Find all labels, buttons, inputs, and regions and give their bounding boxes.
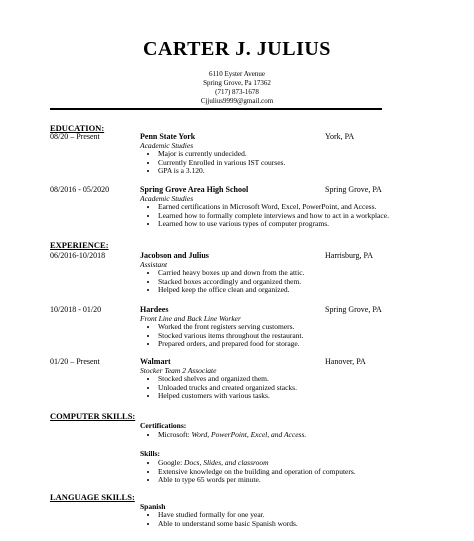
list-item: • Unloaded trucks and created organized stacks. — [158, 384, 297, 393]
language-list — [148, 511, 298, 528]
exp-2-location: Spring Grove, PA — [325, 305, 382, 314]
edu-2-location: Spring Grove, PA — [325, 185, 382, 194]
edu-2-date: 08/2016 - 05/2020 — [50, 185, 110, 194]
list-item: • Helped keep the office clean and organized. — [158, 286, 304, 295]
computer-skills-heading: COMPUTER SKILLS: — [50, 411, 136, 421]
email-line: Cjjulius9999@gmail.com — [200, 97, 274, 105]
list-item: • Stocked various items throughout the restaurant. — [158, 332, 303, 341]
education-heading: EDUCATION: — [50, 123, 105, 133]
phone-line: (717) 873-1678 — [215, 88, 259, 96]
list-item: • Stocked shelves and organized them. — [158, 375, 297, 384]
edu-1-bullets — [148, 150, 285, 176]
exp-2-subtitle: Front Line and Back Line Worker — [140, 314, 241, 323]
list-item: • Have studied formally for one year. — [158, 511, 298, 520]
exp-2-org: Hardees — [140, 305, 169, 314]
exp-1-location: Harrisburg, PA — [325, 251, 374, 260]
list-item: • Carried heavy boxes up and down from the attic. — [158, 269, 304, 278]
list-item: • Learned how to use various types of computer programs. — [158, 220, 389, 229]
google-items: Docs, Slides, and classroom — [184, 458, 269, 467]
cert-prefix: Microsoft: — [158, 430, 192, 439]
exp-1-subtitle: Assistant — [140, 260, 168, 269]
exp-1-bullets — [148, 269, 304, 295]
exp-1-org: Jacobson and Julius — [140, 251, 209, 260]
list-item: • Learned how to formally complete interviews and how to act in a workplace. — [158, 212, 389, 221]
address-line: 6110 Eyster Avenue — [209, 70, 265, 78]
list-item: • Major is currently undecided. — [158, 150, 285, 159]
exp-2-date: 10/2018 - 01/20 — [50, 305, 102, 314]
edu-2-org: Spring Grove Area High School — [140, 185, 249, 194]
header-divider — [50, 108, 382, 110]
city-line: Spring Grove, Pa 17362 — [203, 79, 271, 87]
list-item: • Able to understand some basic Spanish words. — [158, 520, 298, 529]
list-item: • Worked the front registers serving customers. — [158, 323, 303, 332]
edu-2-subtitle: Academic Studies — [140, 194, 194, 203]
edu-1-date: 08/20 – Present — [50, 132, 100, 141]
skills-label: Skills: — [140, 449, 161, 458]
list-item: • Earned certifications in Microsoft Word, Excel, PowerPoint, and Access. — [158, 203, 389, 212]
certifications-label: Certifications: — [140, 421, 187, 430]
resume-name: CARTER J. JULIUS — [143, 38, 331, 60]
edu-2-bullets — [148, 203, 389, 229]
edu-1-subtitle: Academic Studies — [140, 141, 194, 150]
exp-3-subtitle: Stocker Team 2 Associate — [140, 366, 217, 375]
list-item: • Helped customers with various tasks. — [158, 392, 297, 401]
exp-2-bullets — [148, 323, 303, 349]
language-skills-heading: LANGUAGE SKILLS: — [50, 492, 135, 502]
language-label: Spanish — [140, 502, 166, 511]
list-item: • Currently Enrolled in various IST courses. — [158, 159, 285, 168]
exp-3-org: Walmart — [140, 357, 171, 366]
exp-3-date: 01/20 – Present — [50, 357, 100, 366]
google-prefix: Google: — [158, 458, 185, 467]
exp-3-bullets — [148, 375, 297, 401]
cert-items: Word, PowerPoint, Excel, and Access. — [191, 430, 307, 439]
certifications-list — [148, 431, 306, 440]
list-item: • Extensive knowledge on the building and operation of computers. — [158, 468, 356, 477]
skills-list — [148, 459, 356, 485]
edu-1-location: York, PA — [325, 132, 355, 141]
list-item: • Prepared orders, and prepared food for storage. — [158, 340, 303, 349]
list-item: • GPA is a 3.120. — [158, 167, 285, 176]
exp-1-date: 06/2016-10/2018 — [50, 251, 106, 260]
experience-heading: EXPERIENCE: — [50, 240, 109, 250]
list-item: • Stacked boxes accordingly and organized them. — [158, 278, 304, 287]
edu-1-org: Penn State York — [140, 132, 196, 141]
list-item: • Able to type 65 words per minute. — [158, 476, 356, 485]
list-item — [158, 431, 306, 440]
exp-3-location: Hanover, PA — [325, 357, 366, 366]
